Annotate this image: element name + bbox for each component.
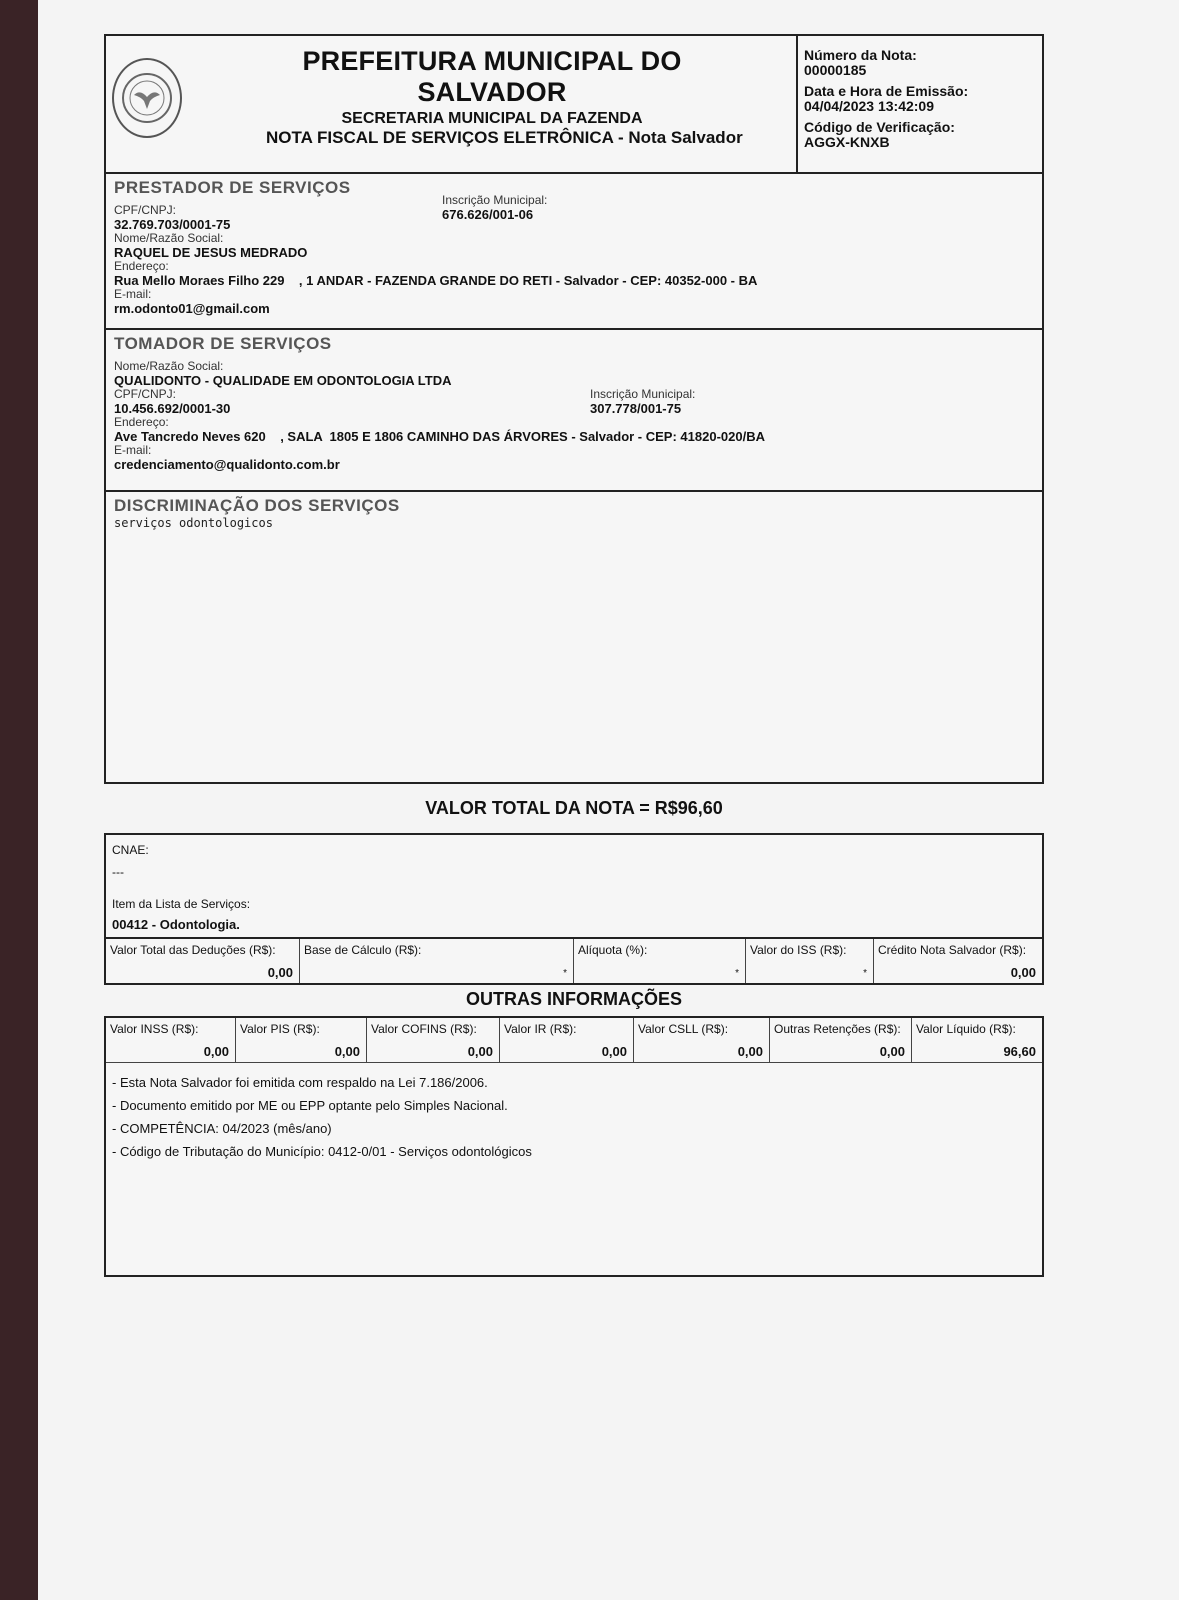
impostos-value: 0,00: [267, 965, 293, 980]
nota-item: - COMPETÊNCIA: 04/2023 (mês/ano): [112, 1121, 332, 1136]
retencao-label: Valor IR (R$):: [504, 1022, 577, 1036]
tomador-section: [104, 330, 1044, 492]
item-value: 00412 - Odontologia.: [112, 917, 240, 932]
item-label: Item da Lista de Serviços:: [112, 897, 251, 911]
retencao-value: 96,60: [1003, 1044, 1036, 1059]
prestador-email: rm.odonto01@gmail.com: [114, 301, 270, 316]
tomador-im: 307.778/001-75: [590, 401, 682, 416]
retencao-cell: [500, 1018, 634, 1062]
tomador-nome: QUALIDONTO - QUALIDADE EM ODONTOLOGIA LTDA: [114, 373, 452, 388]
prestador-nome-label: Nome/Razão Social:: [114, 231, 224, 245]
prestador-im-label: Inscrição Municipal:: [442, 193, 548, 207]
retencao-value: 0,00: [601, 1044, 627, 1059]
impostos-row: [106, 937, 1042, 983]
prestador-title: PRESTADOR DE SERVIÇOS: [114, 178, 351, 197]
retencao-cell: [634, 1018, 770, 1062]
valor-total: VALOR TOTAL DA NOTA = R$96,60: [425, 798, 723, 818]
impostos-value: *: [863, 968, 867, 979]
retencao-label: Valor COFINS (R$):: [371, 1022, 477, 1036]
data-label: Data e Hora de Emissão:: [804, 83, 969, 99]
tomador-cnpj-label: CPF/CNPJ:: [114, 387, 177, 401]
retencoes-row: [106, 1018, 1042, 1062]
impostos-label: Valor do ISS (R$):: [750, 943, 847, 957]
impostos-cell: [746, 939, 874, 983]
prestador-cnpj-label: CPF/CNPJ:: [114, 203, 177, 217]
retencao-value: 0,00: [203, 1044, 229, 1059]
retencao-label: Valor PIS (R$):: [240, 1022, 320, 1036]
tomador-cnpj: 10.456.692/0001-30: [114, 401, 231, 416]
discriminacao-title: DISCRIMINAÇÃO DOS SERVIÇOS: [114, 496, 400, 515]
outras-title: OUTRAS INFORMAÇÕES: [466, 989, 682, 1009]
tomador-endereco-label: Endereço:: [114, 415, 169, 429]
prestador-im: 676.626/001-06: [442, 207, 534, 222]
nfse-document: [104, 34, 1044, 1277]
nota-item: - Código de Tributação do Município: 0412-0/01 - Serviços odontológicos: [112, 1144, 532, 1159]
retencao-cell: [912, 1018, 1042, 1062]
impostos-value: 0,00: [1010, 965, 1036, 980]
impostos-label: Base de Cálculo (R$):: [304, 943, 422, 957]
nota-item: - Documento emitido por ME ou EPP optante pelo Simples Nacional.: [112, 1098, 508, 1113]
numero-value: 00000185: [804, 62, 867, 78]
retencao-cell: [236, 1018, 367, 1062]
retencao-value: 0,00: [334, 1044, 360, 1059]
retencao-value: 0,00: [467, 1044, 493, 1059]
notas-list: [106, 1062, 1042, 1275]
impostos-cell: [574, 939, 746, 983]
tomador-endereco: Ave Tancredo Neves 620 , SALA 1805 E 1806 CAMINHO DAS ÁRVORES - Salvador - CEP: 41820-020/BA: [114, 429, 765, 444]
servico-info: [106, 835, 1042, 937]
prestador-nome: RAQUEL DE JESUS MEDRADO: [114, 245, 308, 260]
retencao-label: Valor INSS (R$):: [110, 1022, 199, 1036]
cnae-label: CNAE:: [112, 843, 149, 857]
discriminacao-text: serviços odontologicos: [114, 516, 273, 530]
impostos-label: Alíquota (%):: [578, 943, 648, 957]
document-header: [104, 34, 1044, 174]
nota-item: - Esta Nota Salvador foi emitida com respaldo na Lei 7.186/2006.: [112, 1075, 488, 1090]
tomador-im-label: Inscrição Municipal:: [590, 387, 696, 401]
retencao-label: Valor Líquido (R$):: [916, 1022, 1016, 1036]
header-info: [796, 36, 1042, 172]
retencao-cell: [367, 1018, 500, 1062]
prestador-email-label: E-mail:: [114, 287, 152, 301]
retencao-value: 0,00: [879, 1044, 905, 1059]
retencao-cell: [770, 1018, 912, 1062]
tomador-nome-label: Nome/Razão Social:: [114, 359, 224, 373]
outras-section: [104, 1016, 1044, 1277]
numero-label: Número da Nota:: [804, 47, 917, 63]
impostos-label: Crédito Nota Salvador (R$):: [878, 943, 1027, 957]
prestador-cnpj: 32.769.703/0001-75: [114, 217, 231, 232]
tomador-email: credenciamento@qualidonto.com.br: [114, 457, 340, 472]
servico-section: [104, 833, 1044, 985]
prestador-im-block: [442, 194, 547, 222]
impostos-label: Valor Total das Deduções (R$):: [110, 943, 276, 957]
codigo-label: Código de Verificação:: [804, 119, 955, 135]
impostos-value: *: [563, 968, 567, 979]
tomador-email-label: E-mail:: [114, 443, 152, 457]
retencao-label: Outras Retenções (R$):: [774, 1022, 901, 1036]
prestador-section: [104, 174, 1044, 330]
document-type: NOTA FISCAL DE SERVIÇOS ELETRÔNICA - Nota Salvador: [266, 128, 743, 147]
prestador-endereco: Rua Mello Moraes Filho 229 , 1 ANDAR - FAZENDA GRANDE DO RETI - Salvador - CEP: 40352-000 - BA: [114, 273, 758, 288]
retencao-value: 0,00: [737, 1044, 763, 1059]
impostos-cell: [874, 939, 1042, 983]
page-subtitle: SECRETARIA MUNICIPAL DA FAZENDA: [341, 110, 643, 127]
impostos-cell: [300, 939, 574, 983]
data-value: 04/04/2023 13:42:09: [804, 98, 934, 114]
page-title: PREFEITURA MUNICIPAL DO SALVADOR: [302, 46, 682, 107]
cnae-value: ---: [112, 865, 124, 879]
tomador-im-block: [590, 388, 695, 416]
impostos-cell: [106, 939, 300, 983]
header-title-block: [232, 46, 752, 128]
discriminacao-section: [104, 492, 1044, 784]
codigo-value: AGGX-KNXB: [804, 134, 890, 150]
retencao-cell: [106, 1018, 236, 1062]
retencao-label: Valor CSLL (R$):: [638, 1022, 729, 1036]
city-seal-icon: [112, 58, 182, 138]
impostos-value: *: [735, 968, 739, 979]
tomador-title: TOMADOR DE SERVIÇOS: [114, 334, 332, 353]
prestador-endereco-label: Endereço:: [114, 259, 169, 273]
